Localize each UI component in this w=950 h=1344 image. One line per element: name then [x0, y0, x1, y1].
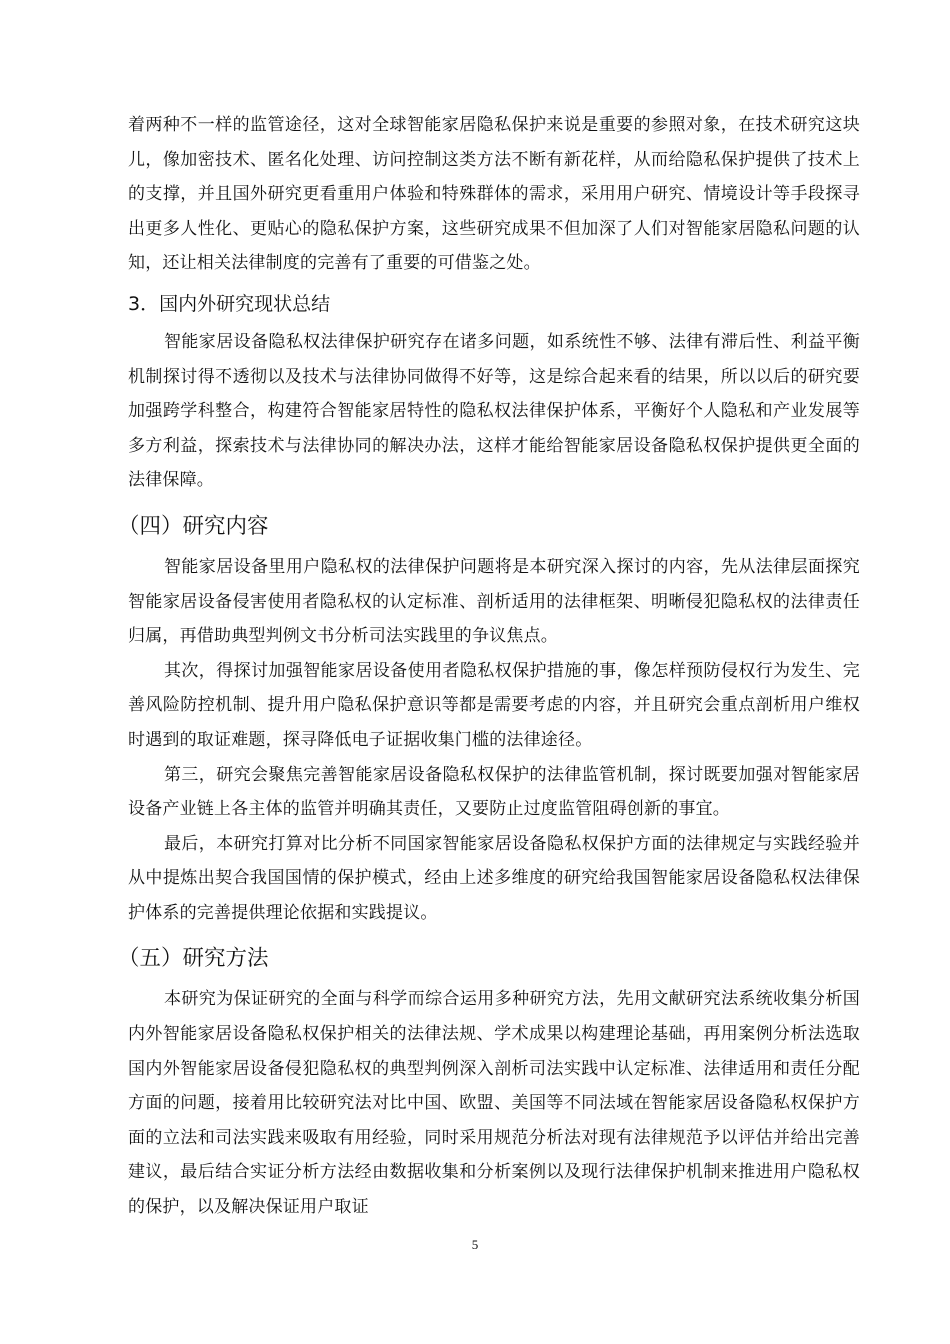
continued-paragraph: 着两种不一样的监管途径，这对全球智能家居隐私保护来说是重要的参照对象，在技术研究这块儿，像加密技术、匿名化处理、访问控制这类方法不断有新花样，从而给隐私保护提供了技术上的支撑，并且国外研究更看重用户体验和特殊群体的需求，采用用户研究、情境设计等手段探寻出更多人性化、更贴心的隐私保护方案，这些研究成果不但加深了人们对智能家居隐私问题的认知，还让相关法律制度的完善有了重要的可借鉴之处。: [128, 115, 860, 274]
section-heading-research-methods: （五）研究方法: [118, 946, 269, 972]
methods-paragraph: 本研究为保证研究的全面与科学而综合运用多种研究方法，先用文献研究法系统收集分析国内外智能家居设备隐私权保护相关的法律法规、学术成果以构建理论基础，再用案例分析法选取国内外智能家居设备侵犯隐私权的典型判例深入剖析司法实践中认定标准、法律适用和责任分配方面的问题，接着用比较研究法对比中国、欧盟、美国等不同法域在智能家居设备隐私权保护方面的立法和司法实践来吸取有用经验，同时采用规范分析法对现有法律规范予以评估并给出完善建议，最后结合实证分析方法经由数据收集和分析案例以及现行法律保护机制来推进用户隐私权的保护，以及解决保证用户取证: [128, 989, 860, 1218]
content-paragraph-4: 最后，本研究打算对比分析不同国家智能家居设备隐私权保护方面的法律规定与实践经验并从中提炼出契合我国国情的保护模式，经由上述多维度的研究给我国智能家居设备隐私权法律保护体系的完善提供理论依据和实践提议。: [128, 833, 860, 923]
page-content: [118, 108, 860, 1225]
content-paragraph-1: 智能家居设备里用户隐私权的法律保护问题将是本研究深入探讨的内容，先从法律层面探究智能家居设备侵害使用者隐私权的认定标准、剖析适用的法律框架、明晰侵犯隐私权的法律责任归属，再借助典型判例文书分析司法实践里的争议焦点。: [128, 556, 860, 647]
section-heading-research-content: （四）研究内容: [118, 513, 269, 539]
content-paragraph-2: 其次，得探讨加强智能家居设备使用者隐私权保护措施的事，像怎样预防侵权行为发生、完善风险防控机制、提升用户隐私保护意识等都是需要考虑的内容，并且研究会重点剖析用户维权时遇到的取证难题，探寻降低电子证据收集门槛的法律途径。: [128, 660, 860, 750]
section-heading-research-summary: 3．国内外研究现状总结: [128, 292, 331, 315]
content-paragraph-3: 第三，研究会聚焦完善智能家居设备隐私权保护的法律监管机制，探讨既要加强对智能家居设备产业链上各主体的监管并明确其责任，又要防止过度监管阻碍创新的事宜。: [128, 764, 860, 820]
summary-paragraph: 智能家居设备隐私权法律保护研究存在诸多问题，如系统性不够、法律有滞后性、利益平衡机制探讨得不透彻以及技术与法律协同做得不好等，这是综合起来看的结果，所以以后的研究要加强跨学科整合，构建符合智能家居特性的隐私权法律保护体系，平衡好个人隐私和产业发展等多方利益，探索技术与法律协同的解决办法，这样才能给智能家居设备隐私权保护提供更全面的法律保障。: [128, 331, 860, 491]
page-number: 5: [471, 1237, 479, 1252]
